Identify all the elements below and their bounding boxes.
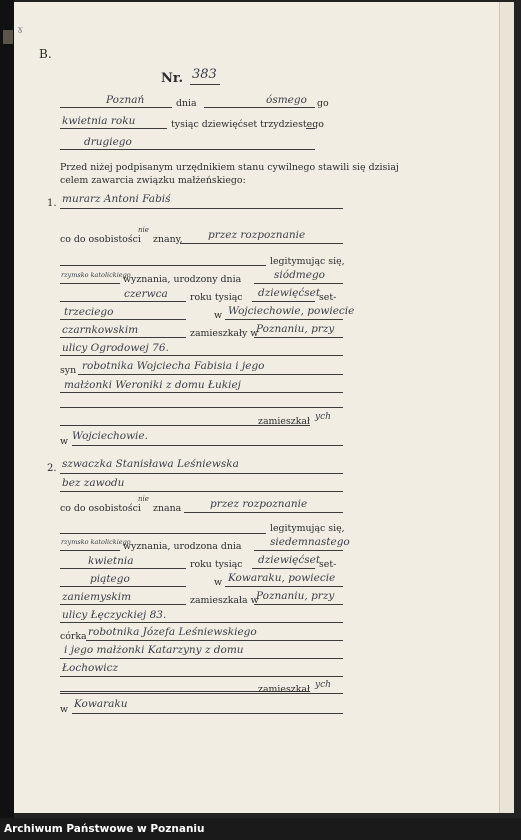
label-legitymujac: legitymując się,	[270, 523, 345, 534]
underline	[60, 107, 172, 108]
underline	[254, 550, 343, 551]
underline	[72, 445, 343, 446]
bride-father: robotnika Józefa Leśniewskiego	[88, 626, 257, 638]
underline	[60, 491, 343, 492]
underline	[252, 568, 315, 569]
bride-identification: przez rozpoznanie	[210, 498, 308, 510]
register-page	[14, 2, 514, 813]
label-w: w	[214, 577, 223, 588]
underline	[60, 658, 343, 659]
groom-father: robotnika Wojciecha Fabisia i jego	[82, 360, 265, 372]
party-number: 2.	[47, 463, 57, 474]
underline	[60, 550, 120, 551]
underline	[60, 622, 343, 623]
groom-name: murarz Antoni Fabiś	[62, 193, 171, 205]
underline	[60, 337, 186, 338]
bride-prior-residence: Kowaraku	[74, 698, 128, 710]
underline	[60, 128, 167, 129]
underline	[60, 208, 343, 209]
underline	[60, 676, 343, 677]
groom-mother: małżonki Weroniki z domu Łukiej	[64, 379, 241, 391]
underline	[306, 128, 315, 129]
underline	[60, 392, 343, 393]
groom-nie: nie	[138, 226, 149, 234]
underline	[60, 319, 186, 320]
bride-birth-place: Kowaraku, powiecie	[228, 572, 336, 584]
underline	[190, 84, 220, 85]
registration-month: kwietnia roku	[62, 115, 136, 127]
bride-occupation: bez zawodu	[62, 477, 125, 489]
page-edge	[499, 2, 514, 813]
label-corka: córka	[60, 631, 87, 642]
underline	[60, 265, 266, 266]
series-letter: B.	[39, 47, 52, 61]
label-set: set-	[319, 292, 337, 303]
label-w: w	[60, 704, 69, 715]
label-wyznania-urodzony: wyznania, urodzony dnia	[123, 274, 242, 285]
groom-identification: przez rozpoznanie	[208, 229, 306, 241]
label-syn: syn	[60, 365, 77, 376]
bride-birth-district: zaniemyskim	[62, 591, 132, 603]
label-set: set-	[319, 559, 337, 570]
underline	[60, 586, 186, 587]
bride-residence: Poznaniu, przy	[256, 590, 335, 602]
groom-birth-day: siódmego	[274, 269, 326, 281]
bride-prior-suffix: ych	[315, 680, 331, 690]
underline	[78, 374, 343, 375]
label-znany: znany,	[153, 234, 183, 245]
label-legitymujac: legitymując się,	[270, 256, 345, 267]
underline	[225, 586, 343, 587]
groom-birth-district: czarnkowskim	[62, 324, 139, 336]
registration-year: drugiego	[84, 136, 132, 148]
underline	[60, 568, 186, 569]
label-go: go	[317, 98, 329, 109]
underline	[60, 355, 343, 356]
label-zamieszkala: zamieszkała w	[190, 595, 259, 606]
bride-birth-day: siedemnastego	[270, 536, 350, 548]
groom-prior-residence: Wojciechowie.	[72, 430, 148, 442]
underline	[60, 301, 186, 302]
underline	[60, 473, 343, 474]
underline	[60, 149, 315, 150]
groom-street: ulicy Ogrodowej 76.	[62, 342, 169, 354]
intro-line-2: celem zawarcia związku małżeńskiego:	[60, 175, 246, 186]
underline	[225, 319, 343, 320]
label-dnia: dnia	[176, 98, 197, 109]
bride-religion: rzymsko katolickiego	[61, 538, 131, 546]
bride-nie: nie	[138, 495, 149, 503]
underline	[60, 407, 343, 408]
party-number: 1.	[47, 198, 57, 209]
record-number: 383	[192, 67, 217, 82]
bride-mother-maiden: Łochowicz	[62, 662, 119, 674]
archive-watermark: Archiwum Państwowe w Poznaniu	[4, 823, 205, 835]
underline	[180, 243, 343, 244]
archive-watermark-bar	[0, 818, 521, 840]
underline	[72, 713, 343, 714]
bride-mother: i jego małżonki Katarzyny z domu	[64, 644, 244, 656]
label-rok-tysiac: roku tysiąc	[190, 292, 243, 303]
groom-residence: Poznaniu, przy	[256, 323, 335, 335]
label-zamieszkaly: zamieszkały w	[190, 328, 259, 339]
groom-birth-month: czerwca	[124, 288, 168, 300]
label-w: w	[214, 310, 223, 321]
printed-year-text: tysiąc dziewięćset trzydziestego	[171, 119, 324, 130]
underline	[60, 533, 266, 534]
underline	[254, 337, 343, 338]
identity-label: co do osobistości	[60, 503, 141, 514]
underline	[60, 283, 120, 284]
scan-left-strip	[0, 0, 14, 818]
bride-birth-year-part2: piątego	[90, 573, 130, 585]
underline	[204, 107, 315, 108]
underline	[254, 604, 343, 605]
record-number-label: Nr.	[161, 71, 184, 86]
binding-tab	[3, 30, 13, 44]
label-zamieszkal: zamieszkał	[258, 416, 311, 427]
place-of-registration: Poznań	[106, 94, 145, 106]
underline	[252, 301, 315, 302]
label-rok-tysiac: roku tysiąc	[190, 559, 243, 570]
underline	[60, 604, 186, 605]
label-w: w	[60, 436, 69, 447]
bride-name: szwaczka Stanisława Leśniewska	[62, 458, 239, 470]
groom-birth-year-part2: trzeciego	[64, 306, 114, 318]
groom-birth-place: Wojciechowie, powiecie	[228, 305, 355, 317]
underline	[254, 283, 343, 284]
label-zamieszkal: zamieszkał	[258, 684, 311, 695]
bride-street: ulicy Łęczyckiej 83.	[62, 609, 167, 621]
bride-birth-year-part1: dziewięćset	[258, 554, 321, 566]
label-wyznania-urodzona: wyznania, urodzona dnia	[123, 541, 242, 552]
groom-religion: rzymsko katolickiego	[61, 271, 131, 279]
underline	[86, 640, 343, 641]
margin-mark: ɤ	[17, 23, 24, 36]
underline	[184, 512, 343, 513]
registration-day: ósmego	[266, 94, 307, 106]
intro-line-1: Przed niżej podpisanym urzędnikiem stanu cywilnego stawili się dzisiaj	[60, 162, 399, 173]
groom-birth-year-part1: dziewięćset	[258, 287, 321, 299]
bride-birth-month: kwietnia	[88, 555, 134, 567]
label-znana: znana	[153, 503, 182, 514]
identity-label: co do osobistości	[60, 234, 141, 245]
groom-prior-suffix: ych	[315, 412, 331, 422]
